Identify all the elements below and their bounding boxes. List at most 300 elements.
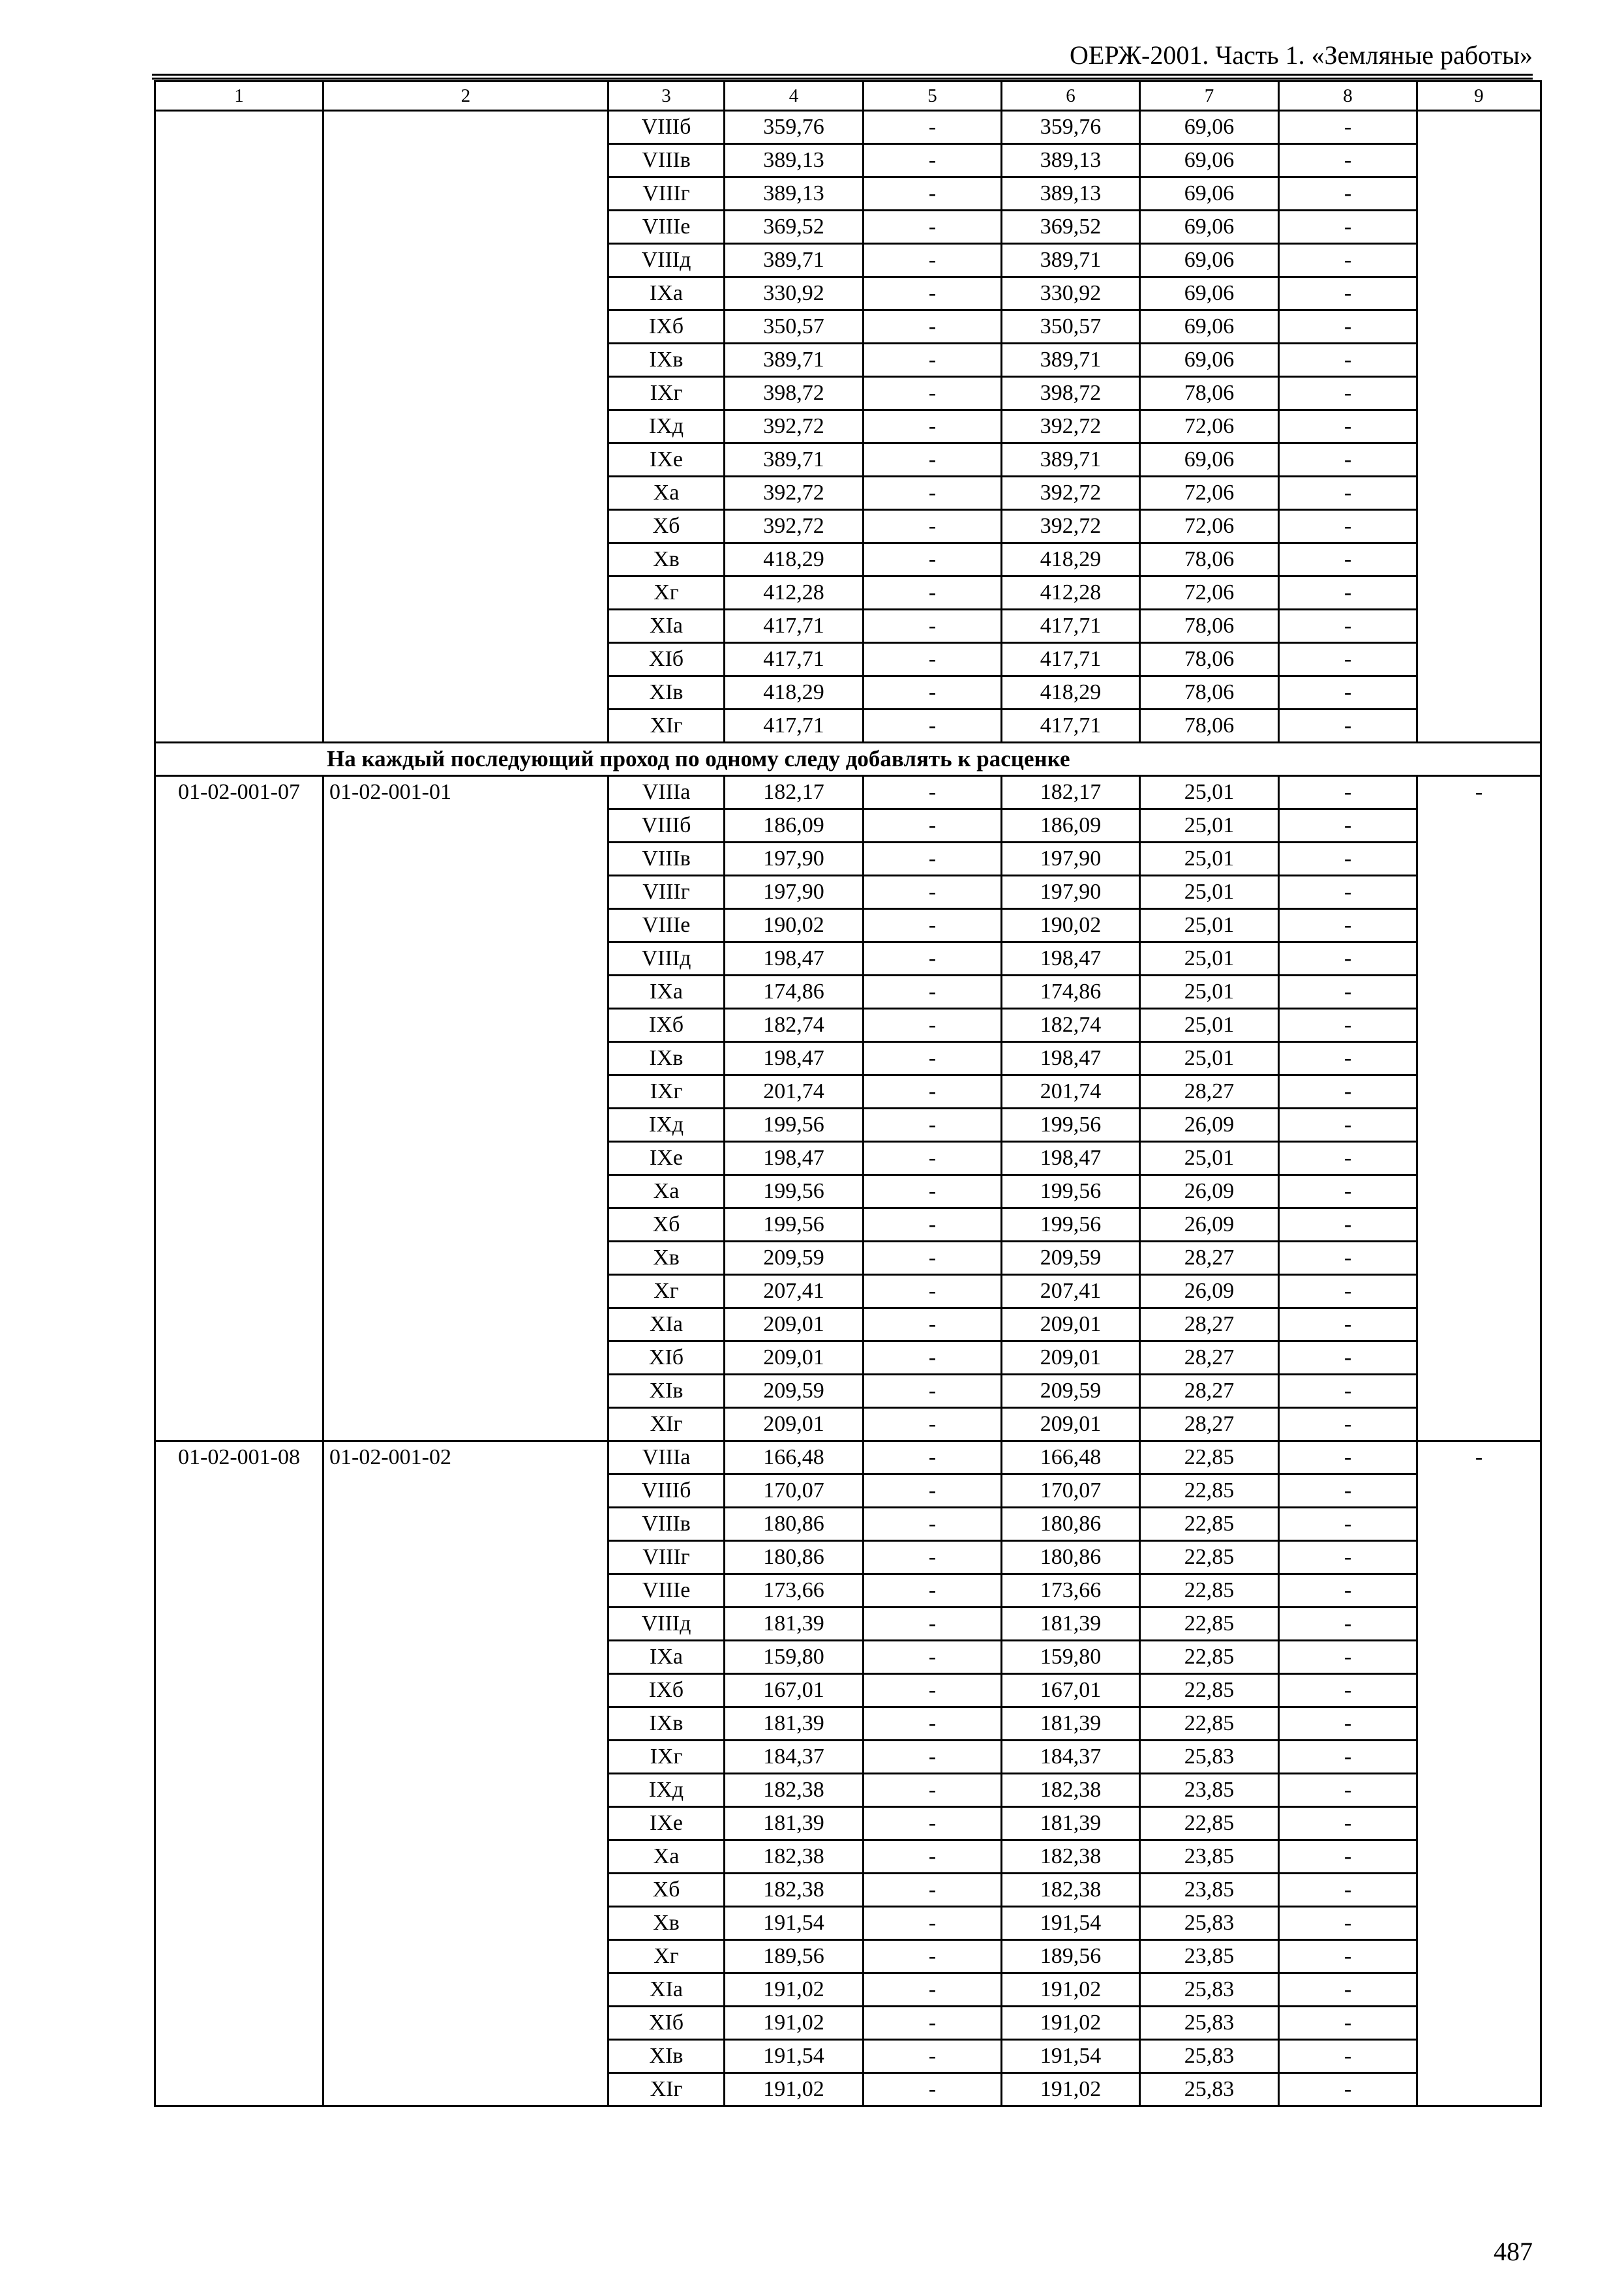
machinist-wages-cell: 69,06 xyxy=(1140,310,1279,344)
total-cost-cell: 359,76 xyxy=(725,111,864,144)
materials-cell: - xyxy=(1279,1508,1417,1541)
machinist-wages-cell: 25,83 xyxy=(1140,1741,1279,1774)
soil-group-cell: Xг xyxy=(609,1275,725,1308)
soil-group-cell: IXг xyxy=(609,1741,725,1774)
soil-group-cell: VIIIе xyxy=(609,909,725,942)
wages-cell: - xyxy=(864,510,1002,543)
soil-group-cell: IXе xyxy=(609,443,725,477)
machine-cost-cell: 197,90 xyxy=(1002,843,1140,876)
materials-cell: - xyxy=(1279,1874,1417,1907)
soil-group-cell: IXв xyxy=(609,1707,725,1741)
materials-cell: - xyxy=(1279,144,1417,177)
column-number-cell: 8 xyxy=(1279,82,1417,111)
machinist-wages-cell: 25,83 xyxy=(1140,1973,1279,2007)
machinist-wages-cell: 72,06 xyxy=(1140,477,1279,510)
total-cost-cell: 389,13 xyxy=(725,177,864,211)
machinist-wages-cell: 25,01 xyxy=(1140,1042,1279,1075)
wages-cell: - xyxy=(864,344,1002,377)
base-rate-cell xyxy=(323,111,609,743)
total-cost-cell: 197,90 xyxy=(725,876,864,909)
wages-cell: - xyxy=(864,1109,1002,1142)
machinist-wages-cell: 22,85 xyxy=(1140,1474,1279,1508)
wages-cell: - xyxy=(864,1674,1002,1707)
wages-cell: - xyxy=(864,1807,1002,1840)
soil-group-cell: IXд xyxy=(609,1109,725,1142)
soil-group-cell: XIг xyxy=(609,1408,725,1441)
running-header: ОЕРЖ-2001. Часть 1. «Земляные работы» xyxy=(1070,40,1533,70)
machine-cost-cell: 389,13 xyxy=(1002,144,1140,177)
wages-cell: - xyxy=(864,1741,1002,1774)
materials-cell: - xyxy=(1279,876,1417,909)
total-cost-cell: 184,37 xyxy=(725,1741,864,1774)
soil-group-cell: VIIIг xyxy=(609,177,725,211)
total-cost-cell: 182,38 xyxy=(725,1874,864,1907)
materials-cell: - xyxy=(1279,344,1417,377)
total-cost-cell: 174,86 xyxy=(725,976,864,1009)
total-cost-cell: 417,71 xyxy=(725,710,864,743)
total-cost-cell: 198,47 xyxy=(725,1042,864,1075)
wages-cell: - xyxy=(864,710,1002,743)
materials-cell: - xyxy=(1279,211,1417,244)
soil-group-cell: IXг xyxy=(609,377,725,410)
materials-cell: - xyxy=(1279,1275,1417,1308)
materials-cell: - xyxy=(1279,809,1417,843)
total-cost-cell: 209,01 xyxy=(725,1408,864,1441)
machinist-wages-cell: 69,06 xyxy=(1140,111,1279,144)
soil-group-cell: Xв xyxy=(609,1242,725,1275)
wages-cell: - xyxy=(864,1707,1002,1741)
machinist-wages-cell: 22,85 xyxy=(1140,1707,1279,1741)
total-cost-cell: 418,29 xyxy=(725,543,864,576)
machinist-wages-cell: 69,06 xyxy=(1140,277,1279,310)
col9-cell xyxy=(1417,111,1541,743)
wages-cell: - xyxy=(864,1242,1002,1275)
column-number-cell: 2 xyxy=(323,82,609,111)
soil-group-cell: VIIIд xyxy=(609,1608,725,1641)
materials-cell: - xyxy=(1279,1441,1417,1474)
materials-cell: - xyxy=(1279,843,1417,876)
materials-cell: - xyxy=(1279,1375,1417,1408)
machinist-wages-cell: 28,27 xyxy=(1140,1341,1279,1375)
soil-group-cell: XIв xyxy=(609,2040,725,2073)
machinist-wages-cell: 22,85 xyxy=(1140,1608,1279,1641)
table-row xyxy=(155,111,1541,144)
machine-cost-cell: 166,48 xyxy=(1002,1441,1140,1474)
machine-cost-cell: 167,01 xyxy=(1002,1674,1140,1707)
wages-cell: - xyxy=(864,111,1002,144)
header-rule-thick xyxy=(152,74,1533,76)
materials-cell: - xyxy=(1279,1674,1417,1707)
soil-group-cell: VIIIв xyxy=(609,1508,725,1541)
wages-cell: - xyxy=(864,2073,1002,2106)
materials-cell: - xyxy=(1279,2040,1417,2073)
wages-cell: - xyxy=(864,976,1002,1009)
machine-cost-cell: 392,72 xyxy=(1002,477,1140,510)
rate-code-cell: 01-02-001-07 xyxy=(155,776,323,1441)
column-number-cell: 1 xyxy=(155,82,323,111)
column-number-row xyxy=(155,82,1541,111)
machine-cost-cell: 170,07 xyxy=(1002,1474,1140,1508)
machinist-wages-cell: 25,01 xyxy=(1140,776,1279,809)
materials-cell: - xyxy=(1279,1807,1417,1840)
soil-group-cell: XIв xyxy=(609,676,725,710)
soil-group-cell: VIIIг xyxy=(609,1541,725,1574)
machine-cost-cell: 417,71 xyxy=(1002,710,1140,743)
total-cost-cell: 389,13 xyxy=(725,144,864,177)
machinist-wages-cell: 25,01 xyxy=(1140,809,1279,843)
wages-cell: - xyxy=(864,1042,1002,1075)
materials-cell: - xyxy=(1279,377,1417,410)
soil-group-cell: IXа xyxy=(609,277,725,310)
machinist-wages-cell: 69,06 xyxy=(1140,344,1279,377)
soil-group-cell: XIа xyxy=(609,1308,725,1341)
header-rule-thin xyxy=(152,78,1533,80)
soil-group-cell: VIIIв xyxy=(609,144,725,177)
col9-cell: - xyxy=(1417,1441,1541,2106)
total-cost-cell: 198,47 xyxy=(725,1142,864,1175)
materials-cell: - xyxy=(1279,443,1417,477)
soil-group-cell: Xа xyxy=(609,1840,725,1874)
machinist-wages-cell: 25,83 xyxy=(1140,2007,1279,2040)
machinist-wages-cell: 69,06 xyxy=(1140,144,1279,177)
machine-cost-cell: 191,02 xyxy=(1002,2073,1140,2106)
total-cost-cell: 389,71 xyxy=(725,443,864,477)
wages-cell: - xyxy=(864,1408,1002,1441)
wages-cell: - xyxy=(864,1774,1002,1807)
materials-cell: - xyxy=(1279,1541,1417,1574)
machine-cost-cell: 191,02 xyxy=(1002,2007,1140,2040)
wages-cell: - xyxy=(864,1142,1002,1175)
machine-cost-cell: 207,41 xyxy=(1002,1275,1140,1308)
total-cost-cell: 209,01 xyxy=(725,1341,864,1375)
machinist-wages-cell: 69,06 xyxy=(1140,211,1279,244)
soil-group-cell: XIг xyxy=(609,2073,725,2106)
soil-group-cell: IXв xyxy=(609,1042,725,1075)
machinist-wages-cell: 22,85 xyxy=(1140,1641,1279,1674)
soil-group-cell: VIIIб xyxy=(609,809,725,843)
total-cost-cell: 180,86 xyxy=(725,1508,864,1541)
machine-cost-cell: 191,54 xyxy=(1002,2040,1140,2073)
machine-cost-cell: 180,86 xyxy=(1002,1541,1140,1574)
wages-cell: - xyxy=(864,244,1002,277)
soil-group-cell: XIб xyxy=(609,1341,725,1375)
wages-cell: - xyxy=(864,144,1002,177)
soil-group-cell: Xб xyxy=(609,1874,725,1907)
materials-cell: - xyxy=(1279,1907,1417,1940)
machinist-wages-cell: 22,85 xyxy=(1140,1441,1279,1474)
materials-cell: - xyxy=(1279,909,1417,942)
machine-cost-cell: 418,29 xyxy=(1002,543,1140,576)
machinist-wages-cell: 78,06 xyxy=(1140,710,1279,743)
wages-cell: - xyxy=(864,1474,1002,1508)
machine-cost-cell: 350,57 xyxy=(1002,310,1140,344)
machinist-wages-cell: 78,06 xyxy=(1140,643,1279,676)
machinist-wages-cell: 25,01 xyxy=(1140,843,1279,876)
materials-cell: - xyxy=(1279,111,1417,144)
soil-group-cell: Xб xyxy=(609,510,725,543)
total-cost-cell: 182,17 xyxy=(725,776,864,809)
machine-cost-cell: 182,38 xyxy=(1002,1874,1140,1907)
total-cost-cell: 170,07 xyxy=(725,1474,864,1508)
materials-cell: - xyxy=(1279,776,1417,809)
soil-group-cell: Xг xyxy=(609,1940,725,1973)
machine-cost-cell: 359,76 xyxy=(1002,111,1140,144)
machine-cost-cell: 182,74 xyxy=(1002,1009,1140,1042)
total-cost-cell: 199,56 xyxy=(725,1109,864,1142)
machinist-wages-cell: 25,01 xyxy=(1140,876,1279,909)
wages-cell: - xyxy=(864,1508,1002,1541)
machine-cost-cell: 190,02 xyxy=(1002,909,1140,942)
total-cost-cell: 167,01 xyxy=(725,1674,864,1707)
rate-code-cell: 01-02-001-08 xyxy=(155,1441,323,2106)
wages-cell: - xyxy=(864,543,1002,576)
wages-cell: - xyxy=(864,1308,1002,1341)
machine-cost-cell: 180,86 xyxy=(1002,1508,1140,1541)
machinist-wages-cell: 28,27 xyxy=(1140,1308,1279,1341)
machine-cost-cell: 389,71 xyxy=(1002,244,1140,277)
machine-cost-cell: 209,59 xyxy=(1002,1242,1140,1275)
machinist-wages-cell: 69,06 xyxy=(1140,177,1279,211)
machine-cost-cell: 209,01 xyxy=(1002,1408,1140,1441)
total-cost-cell: 330,92 xyxy=(725,277,864,310)
wages-cell: - xyxy=(864,1009,1002,1042)
total-cost-cell: 191,02 xyxy=(725,1973,864,2007)
wages-cell: - xyxy=(864,1375,1002,1408)
table-row xyxy=(155,1441,1541,1474)
wages-cell: - xyxy=(864,1907,1002,1940)
materials-cell: - xyxy=(1279,643,1417,676)
total-cost-cell: 182,38 xyxy=(725,1774,864,1807)
total-cost-cell: 418,29 xyxy=(725,676,864,710)
total-cost-cell: 182,38 xyxy=(725,1840,864,1874)
soil-group-cell: IXд xyxy=(609,410,725,443)
wages-cell: - xyxy=(864,1840,1002,1874)
machinist-wages-cell: 25,01 xyxy=(1140,1009,1279,1042)
soil-group-cell: VIIIа xyxy=(609,1441,725,1474)
wages-cell: - xyxy=(864,2007,1002,2040)
materials-cell: - xyxy=(1279,177,1417,211)
machine-cost-cell: 418,29 xyxy=(1002,676,1140,710)
wages-cell: - xyxy=(864,876,1002,909)
base-rate-cell: 01-02-001-02 xyxy=(323,1441,609,2106)
materials-cell: - xyxy=(1279,576,1417,610)
soil-group-cell: IXв xyxy=(609,344,725,377)
total-cost-cell: 199,56 xyxy=(725,1208,864,1242)
machinist-wages-cell: 78,06 xyxy=(1140,543,1279,576)
wages-cell: - xyxy=(864,610,1002,643)
total-cost-cell: 181,39 xyxy=(725,1707,864,1741)
machinist-wages-cell: 69,06 xyxy=(1140,443,1279,477)
section-title: На каждый последующий проход по одному следу добавлять к расценке xyxy=(155,743,1541,776)
soil-group-cell: VIIIб xyxy=(609,111,725,144)
total-cost-cell: 417,71 xyxy=(725,610,864,643)
soil-group-cell: IXб xyxy=(609,310,725,344)
soil-group-cell: VIIIд xyxy=(609,942,725,976)
soil-group-cell: IXа xyxy=(609,1641,725,1674)
machine-cost-cell: 199,56 xyxy=(1002,1175,1140,1208)
machine-cost-cell: 182,17 xyxy=(1002,776,1140,809)
materials-cell: - xyxy=(1279,1208,1417,1242)
machine-cost-cell: 191,54 xyxy=(1002,1907,1140,1940)
wages-cell: - xyxy=(864,909,1002,942)
soil-group-cell: VIIIе xyxy=(609,211,725,244)
soil-group-cell: Xв xyxy=(609,1907,725,1940)
total-cost-cell: 417,71 xyxy=(725,643,864,676)
wages-cell: - xyxy=(864,443,1002,477)
materials-cell: - xyxy=(1279,676,1417,710)
materials-cell: - xyxy=(1279,244,1417,277)
total-cost-cell: 198,47 xyxy=(725,942,864,976)
wages-cell: - xyxy=(864,310,1002,344)
wages-cell: - xyxy=(864,942,1002,976)
wages-cell: - xyxy=(864,377,1002,410)
machinist-wages-cell: 72,06 xyxy=(1140,576,1279,610)
machinist-wages-cell: 25,01 xyxy=(1140,909,1279,942)
machine-cost-cell: 189,56 xyxy=(1002,1940,1140,1973)
soil-group-cell: Xг xyxy=(609,576,725,610)
soil-group-cell: Xб xyxy=(609,1208,725,1242)
materials-cell: - xyxy=(1279,1009,1417,1042)
materials-cell: - xyxy=(1279,1308,1417,1341)
machinist-wages-cell: 28,27 xyxy=(1140,1075,1279,1109)
materials-cell: - xyxy=(1279,1142,1417,1175)
total-cost-cell: 180,86 xyxy=(725,1541,864,1574)
total-cost-cell: 392,72 xyxy=(725,477,864,510)
materials-cell: - xyxy=(1279,1109,1417,1142)
total-cost-cell: 181,39 xyxy=(725,1807,864,1840)
page-number: 487 xyxy=(1494,2237,1533,2266)
column-number-cell: 5 xyxy=(864,82,1002,111)
soil-group-cell: IXб xyxy=(609,1009,725,1042)
soil-group-cell: XIб xyxy=(609,643,725,676)
soil-group-cell: IXе xyxy=(609,1142,725,1175)
soil-group-cell: XIв xyxy=(609,1375,725,1408)
machine-cost-cell: 182,38 xyxy=(1002,1774,1140,1807)
total-cost-cell: 181,39 xyxy=(725,1608,864,1641)
machine-cost-cell: 174,86 xyxy=(1002,976,1140,1009)
machinist-wages-cell: 78,06 xyxy=(1140,610,1279,643)
wages-cell: - xyxy=(864,576,1002,610)
machinist-wages-cell: 78,06 xyxy=(1140,377,1279,410)
soil-group-cell: IXг xyxy=(609,1075,725,1109)
materials-cell: - xyxy=(1279,942,1417,976)
machine-cost-cell: 398,72 xyxy=(1002,377,1140,410)
price-table xyxy=(154,80,1542,2107)
total-cost-cell: 201,74 xyxy=(725,1075,864,1109)
machine-cost-cell: 181,39 xyxy=(1002,1807,1140,1840)
machine-cost-cell: 186,09 xyxy=(1002,809,1140,843)
total-cost-cell: 191,54 xyxy=(725,2040,864,2073)
wages-cell: - xyxy=(864,1075,1002,1109)
machine-cost-cell: 197,90 xyxy=(1002,876,1140,909)
machinist-wages-cell: 23,85 xyxy=(1140,1774,1279,1807)
materials-cell: - xyxy=(1279,1774,1417,1807)
machinist-wages-cell: 26,09 xyxy=(1140,1208,1279,1242)
total-cost-cell: 350,57 xyxy=(725,310,864,344)
soil-group-cell: VIIIг xyxy=(609,876,725,909)
materials-cell: - xyxy=(1279,710,1417,743)
total-cost-cell: 190,02 xyxy=(725,909,864,942)
column-number-cell: 4 xyxy=(725,82,864,111)
wages-cell: - xyxy=(864,177,1002,211)
total-cost-cell: 159,80 xyxy=(725,1641,864,1674)
soil-group-cell: XIа xyxy=(609,610,725,643)
wages-cell: - xyxy=(864,277,1002,310)
materials-cell: - xyxy=(1279,1175,1417,1208)
machinist-wages-cell: 22,85 xyxy=(1140,1508,1279,1541)
machine-cost-cell: 199,56 xyxy=(1002,1109,1140,1142)
machinist-wages-cell: 22,85 xyxy=(1140,1807,1279,1840)
wages-cell: - xyxy=(864,1341,1002,1375)
machinist-wages-cell: 28,27 xyxy=(1140,1242,1279,1275)
machine-cost-cell: 412,28 xyxy=(1002,576,1140,610)
machine-cost-cell: 417,71 xyxy=(1002,610,1140,643)
materials-cell: - xyxy=(1279,477,1417,510)
machine-cost-cell: 181,39 xyxy=(1002,1608,1140,1641)
total-cost-cell: 189,56 xyxy=(725,1940,864,1973)
total-cost-cell: 199,56 xyxy=(725,1175,864,1208)
machine-cost-cell: 199,56 xyxy=(1002,1208,1140,1242)
total-cost-cell: 389,71 xyxy=(725,344,864,377)
machine-cost-cell: 182,38 xyxy=(1002,1840,1140,1874)
wages-cell: - xyxy=(864,1940,1002,1973)
soil-group-cell: VIIIб xyxy=(609,1474,725,1508)
machine-cost-cell: 198,47 xyxy=(1002,1042,1140,1075)
machinist-wages-cell: 25,01 xyxy=(1140,976,1279,1009)
machinist-wages-cell: 23,85 xyxy=(1140,1840,1279,1874)
total-cost-cell: 412,28 xyxy=(725,576,864,610)
machine-cost-cell: 198,47 xyxy=(1002,1142,1140,1175)
materials-cell: - xyxy=(1279,1608,1417,1641)
machinist-wages-cell: 22,85 xyxy=(1140,1574,1279,1608)
machinist-wages-cell: 26,09 xyxy=(1140,1109,1279,1142)
machinist-wages-cell: 25,83 xyxy=(1140,2040,1279,2073)
column-number-cell: 3 xyxy=(609,82,725,111)
machinist-wages-cell: 28,27 xyxy=(1140,1375,1279,1408)
total-cost-cell: 389,71 xyxy=(725,244,864,277)
wages-cell: - xyxy=(864,1175,1002,1208)
soil-group-cell: XIг xyxy=(609,710,725,743)
machinist-wages-cell: 23,85 xyxy=(1140,1940,1279,1973)
total-cost-cell: 182,74 xyxy=(725,1009,864,1042)
machine-cost-cell: 173,66 xyxy=(1002,1574,1140,1608)
machine-cost-cell: 191,02 xyxy=(1002,1973,1140,2007)
soil-group-cell: Xв xyxy=(609,543,725,576)
soil-group-cell: VIIIе xyxy=(609,1574,725,1608)
column-number-cell: 9 xyxy=(1417,82,1541,111)
wages-cell: - xyxy=(864,1441,1002,1474)
materials-cell: - xyxy=(1279,2073,1417,2106)
materials-cell: - xyxy=(1279,410,1417,443)
machinist-wages-cell: 26,09 xyxy=(1140,1275,1279,1308)
rate-code-cell xyxy=(155,111,323,743)
materials-cell: - xyxy=(1279,543,1417,576)
materials-cell: - xyxy=(1279,277,1417,310)
soil-group-cell: IXа xyxy=(609,976,725,1009)
total-cost-cell: 173,66 xyxy=(725,1574,864,1608)
machinist-wages-cell: 28,27 xyxy=(1140,1408,1279,1441)
machine-cost-cell: 392,72 xyxy=(1002,410,1140,443)
machine-cost-cell: 209,59 xyxy=(1002,1375,1140,1408)
machinist-wages-cell: 23,85 xyxy=(1140,1874,1279,1907)
materials-cell: - xyxy=(1279,976,1417,1009)
materials-cell: - xyxy=(1279,1641,1417,1674)
wages-cell: - xyxy=(864,1275,1002,1308)
soil-group-cell: IXе xyxy=(609,1807,725,1840)
machinist-wages-cell: 25,83 xyxy=(1140,1907,1279,1940)
total-cost-cell: 209,01 xyxy=(725,1308,864,1341)
total-cost-cell: 207,41 xyxy=(725,1275,864,1308)
